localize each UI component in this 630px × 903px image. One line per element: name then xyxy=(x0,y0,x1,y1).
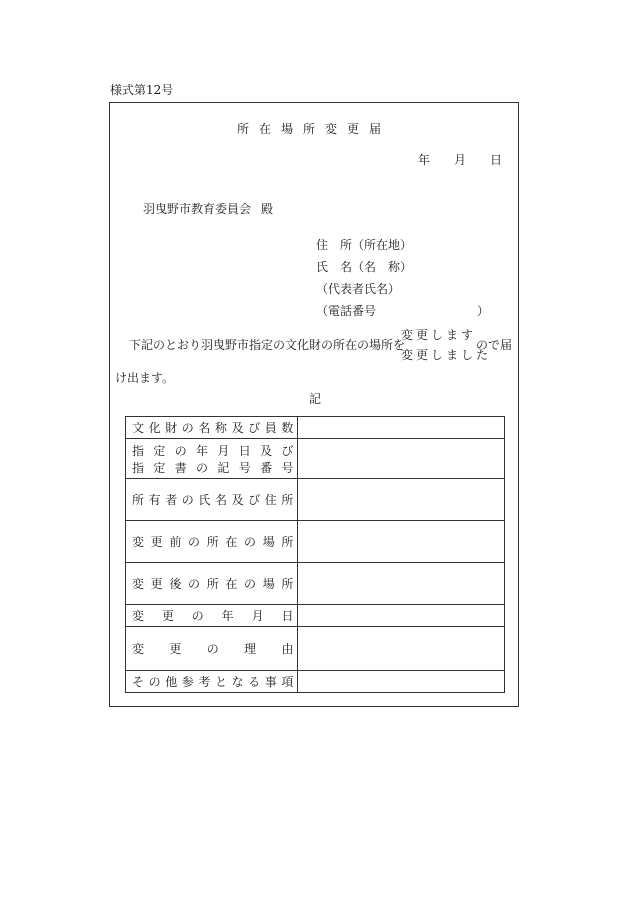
row-value[interactable] xyxy=(298,563,505,605)
addressee-name: 羽曳野市教育委員会 xyxy=(143,202,252,216)
form-title: 所在場所変更届 xyxy=(236,122,391,136)
row-label xyxy=(126,439,298,479)
row-value[interactable] xyxy=(298,521,505,563)
row-label xyxy=(126,563,298,605)
date-day: 日 xyxy=(490,153,503,167)
body-line-2: け出ます。 xyxy=(115,371,175,385)
addressee xyxy=(143,200,273,217)
ki-heading: 記 xyxy=(309,392,322,406)
row-label-line: 変 更 の 理 由 xyxy=(132,642,294,656)
table-row xyxy=(126,479,505,521)
row-label xyxy=(126,627,298,671)
table-row xyxy=(126,627,505,671)
row-label xyxy=(126,671,298,693)
addressee-honorific: 殿 xyxy=(261,202,274,216)
form-frame xyxy=(109,102,519,707)
row-value[interactable] xyxy=(298,479,505,521)
body-tail: ので届 xyxy=(476,338,513,352)
row-label-line: 変 更 後 の 所 在 の 場 所 xyxy=(132,577,294,591)
date-month: 月 xyxy=(454,153,467,167)
applicant-representative-label: （代表者氏名） xyxy=(316,282,401,296)
applicant-phone-close: ） xyxy=(477,304,490,318)
row-label xyxy=(126,479,298,521)
table-row xyxy=(126,671,505,693)
items-table xyxy=(125,416,505,693)
applicant-address-label: 住 所（所在地） xyxy=(316,238,413,252)
row-label-line: 指 定 書 の 記 号 番 号 xyxy=(132,460,294,475)
row-label-line: 変 更 の 年 月 日 xyxy=(132,609,294,623)
row-label-line: 指 定 の 年 月 日 及 び xyxy=(132,443,294,458)
table-row xyxy=(126,605,505,627)
table-row xyxy=(126,417,505,439)
applicant-name-label: 氏 名（名 称） xyxy=(316,260,413,274)
row-value[interactable] xyxy=(298,605,505,627)
applicant-phone-label: （電話番号 xyxy=(316,304,377,318)
date-year: 年 xyxy=(418,153,431,167)
body-lead: 下記のとおり羽曳野市指定の文化財の所在の場所を xyxy=(129,338,406,352)
option-change-will: 変更します xyxy=(401,328,477,342)
row-label-line: 変 更 前 の 所 在 の 場 所 xyxy=(132,535,294,549)
row-label xyxy=(126,417,298,439)
table-row xyxy=(126,439,505,479)
row-label-line: 文 化 財 の 名 称 及 び 員 数 xyxy=(132,421,294,435)
row-value[interactable] xyxy=(298,417,505,439)
row-value[interactable] xyxy=(298,627,505,671)
table-row xyxy=(126,521,505,563)
row-value[interactable] xyxy=(298,439,505,479)
form-number: 様式第12号 xyxy=(110,83,174,97)
table-row xyxy=(126,563,505,605)
row-label-line: 所 有 者 の 氏 名 及 び 住 所 xyxy=(132,493,294,507)
row-label xyxy=(126,605,298,627)
row-value[interactable] xyxy=(298,671,505,693)
row-label xyxy=(126,521,298,563)
option-change-done: 変更しました xyxy=(401,348,492,362)
row-label-line: そ の 他 参 考 と な る 事 項 xyxy=(132,675,294,689)
